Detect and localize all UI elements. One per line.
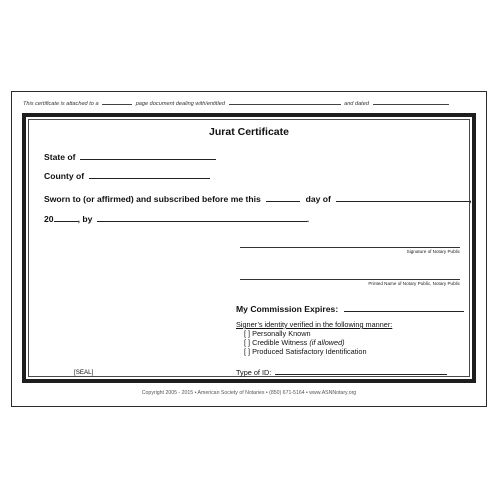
option-label: Credible Witness [252,338,308,347]
day-field[interactable] [266,194,300,202]
sworn-row [44,194,472,204]
attachment-text-2: page document dealing with/entitled [135,101,225,107]
day-of-label: day of [305,194,331,204]
attachment-text-1: This certificate is attached to a [23,101,99,107]
commission-expires-field[interactable] [344,304,464,312]
comma-text: , [469,194,472,204]
certificate-frame [22,113,476,383]
option-credible-witness[interactable] [236,338,392,347]
option-label: Personally Known [252,329,311,338]
printed-name-line[interactable] [240,279,460,280]
commission-label: My Commission Expires: [236,304,339,314]
state-row [44,152,216,162]
county-field[interactable] [89,171,210,179]
type-of-id-row [236,368,447,377]
jurat-certificate-card [11,91,487,407]
county-label: County of [44,171,85,181]
option-satisfactory-id[interactable] [236,347,392,356]
copyright-footer: Copyright 2005 - 2015 • American Society of Notaries • (850) 671-5164 • www.ASNNotary.org [141,390,357,396]
page-count-blank[interactable] [102,99,132,105]
option-label: Produced Satisfactory Identification [252,347,367,356]
checkbox-credible-witness[interactable]: [ ] [244,338,251,347]
period-text: . [306,214,310,224]
year-prefix: 20 [44,214,54,224]
notary-signature-line[interactable] [240,247,460,248]
checkbox-satisfactory-id[interactable]: [ ] [244,347,251,356]
type-of-id-field[interactable] [275,368,447,375]
certificate-title: Jurat Certificate [209,126,289,138]
checkbox-personally-known[interactable]: [ ] [244,329,251,338]
state-field[interactable] [80,152,216,160]
county-row [44,171,210,181]
affiant-name-field[interactable] [97,214,310,224]
printed-name-label: Printed Name of Notary Public, Notary Public [368,281,460,286]
type-of-id-label: Type of ID: [236,368,272,377]
verification-heading: Signer’s identity verified in the following manner: [236,320,393,329]
identity-verification [236,320,392,356]
attachment-statement [23,99,451,107]
commission-row [236,304,464,314]
year-field[interactable] [54,214,78,222]
option-personally-known[interactable] [236,329,392,338]
by-label: , by [77,214,93,224]
document-title-blank[interactable] [229,99,341,105]
attachment-text-3: and dated [344,101,369,107]
notary-signature-label: Signature of Notary Public [406,249,460,254]
option-note: (if allowed) [309,338,345,347]
seal-label: [SEAL] [74,369,94,376]
month-field[interactable] [336,194,472,204]
sworn-text: Sworn to (or affirmed) and subscribed before me this [44,194,261,204]
year-by-row [44,214,309,224]
document-date-blank[interactable] [373,99,449,105]
state-label: State of [44,152,76,162]
